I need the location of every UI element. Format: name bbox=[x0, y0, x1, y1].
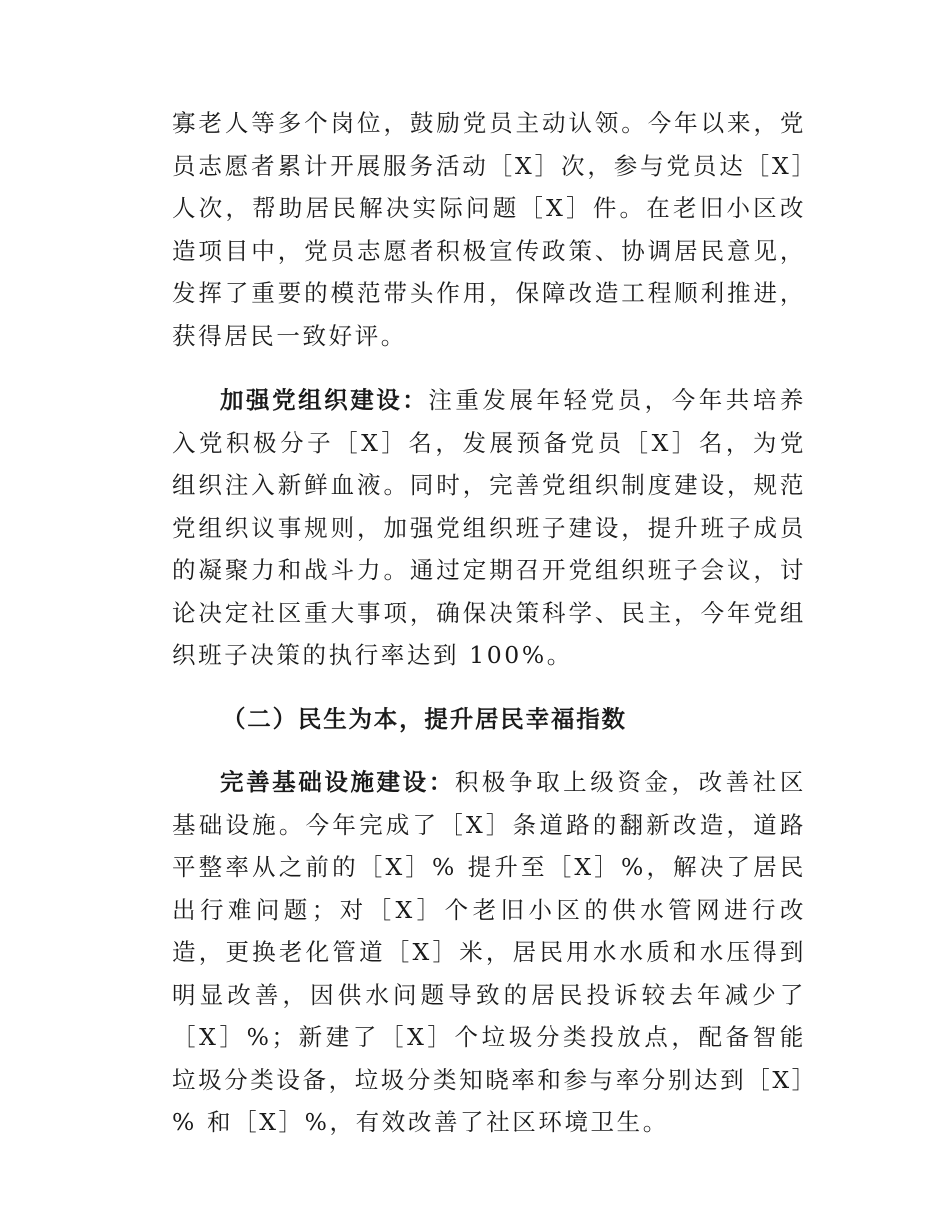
paragraph-party-building bbox=[172, 379, 806, 677]
paragraph-lead-infrastructure: 完善基础设施建设： bbox=[220, 768, 455, 796]
section-heading: （二）民生为本，提升居民幸福指数 bbox=[222, 704, 627, 733]
document-page bbox=[172, 102, 806, 1144]
paragraph-body-infrastructure: 积极争取上级资金，改善社区基础设施。今年完成了［X］条道路的翻新改造，道路平整率从之前的［X］% 提升至［X］%，解决了居民出行难问题；对［X］个老旧小区的供水管网进行改造，更换老化管道［X］米，居民用水水质和水压得到明显改善，因供水问题导致的居民投诉较去年减少了［X］%；新建了［X］个垃圾分类投放点，配备智能垃圾分类设备，垃圾分类知晓率和参与率分别达到［X］% 和［X］%，有效改善了社区环境卫生。 bbox=[172, 768, 806, 1136]
paragraph-lead-party-building: 加强党组织建设： bbox=[220, 386, 429, 414]
paragraph-infrastructure bbox=[172, 761, 806, 1144]
paragraph-body-party-building: 注重发展年轻党员，今年共培养入党积极分子［X］名，发展预备党员［X］名，为党组织注入新鲜血液。同时，完善党组织制度建设，规范党组织议事规则，加强党组织班子建设，提升班子成员的凝聚力和战斗力。通过定期召开党组织班子会议，讨论决定社区重大事项，确保决策科学、民主，今年党组织班子决策的执行率达到 100%。 bbox=[172, 386, 806, 669]
paragraph-volunteer-service: 寡老人等多个岗位，鼓励党员主动认领。今年以来，党员志愿者累计开展服务活动［X］次，参与党员达［X］人次，帮助居民解决实际问题［X］件。在老旧小区改造项目中，党员志愿者积极宣传政策、协调居民意见，发挥了重要的模范带头作用，保障改造工程顺利推进，获得居民一致好评。 bbox=[172, 109, 806, 350]
